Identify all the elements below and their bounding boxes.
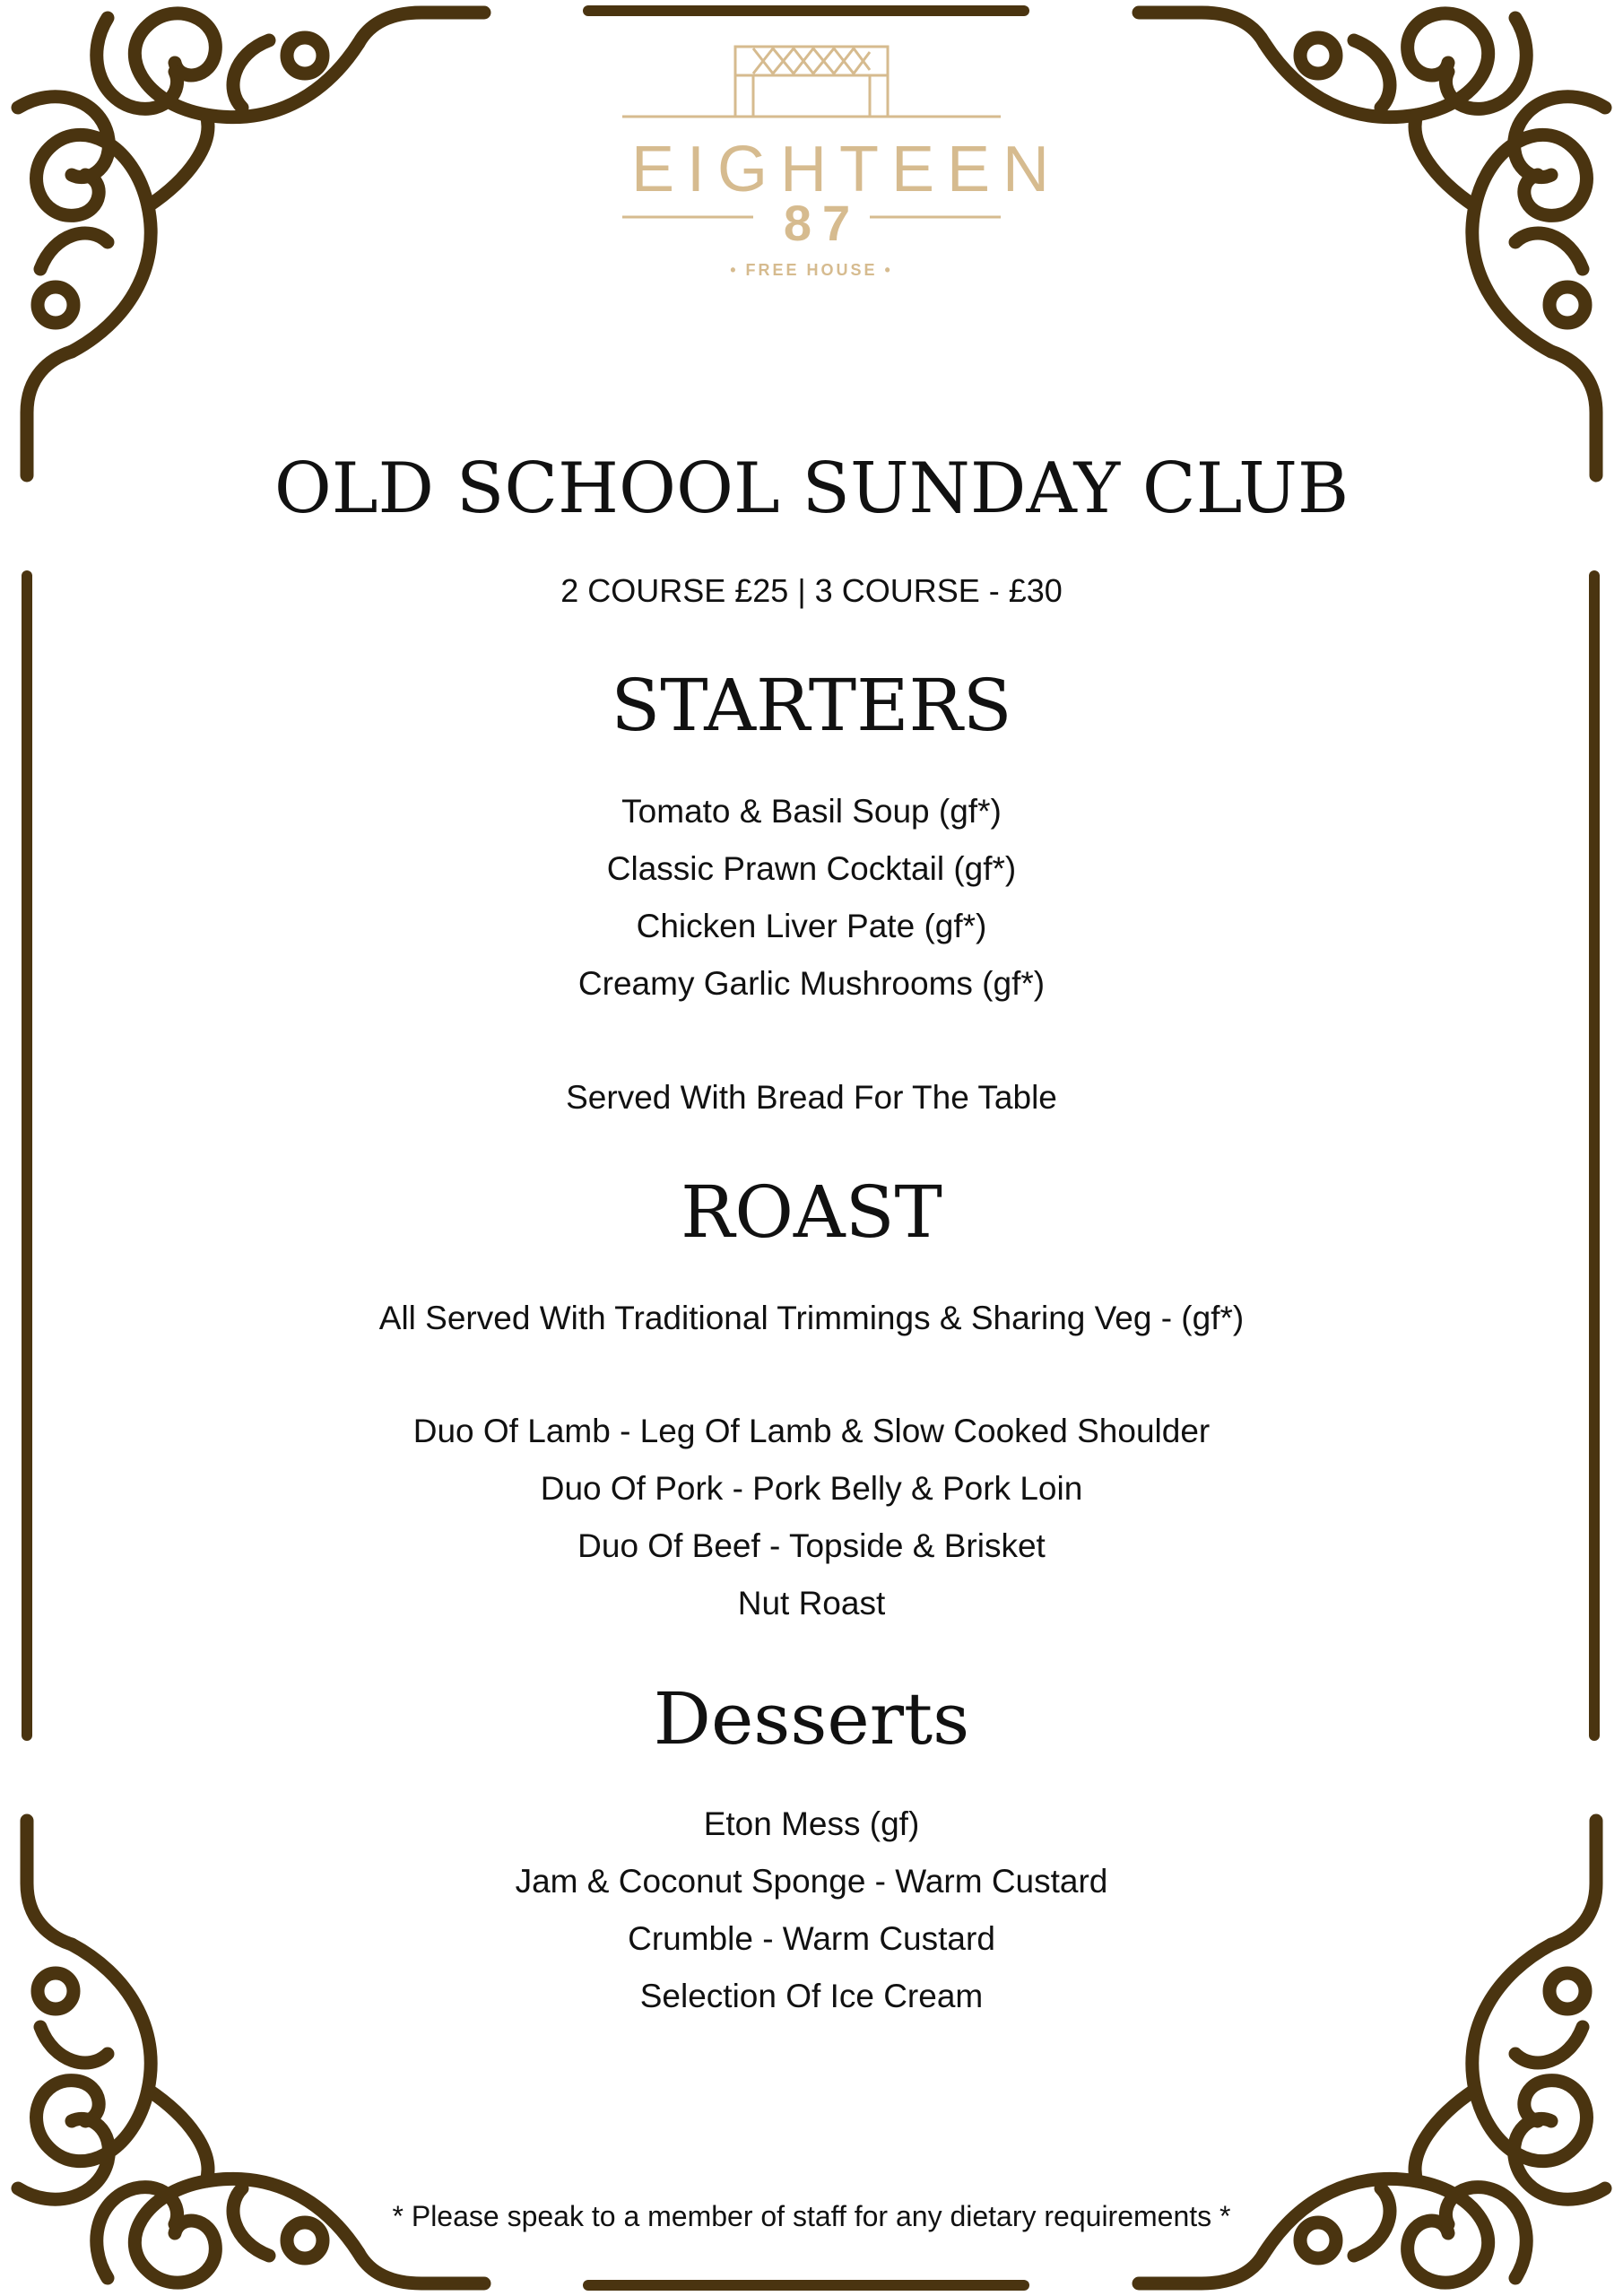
list-item: Chicken Liver Pate (gf*) (636, 908, 987, 944)
list-item: Creamy Garlic Mushrooms (gf*) (577, 965, 1046, 1002)
brand-tagline: • FREE HOUSE • (730, 261, 893, 279)
list-item: Eton Mess (gf) (703, 1805, 920, 1842)
list-item: Classic Prawn Cocktail (gf*) (606, 850, 1017, 887)
menu-pricing: 2 COURSE £25 | 3 COURSE - £30 (560, 572, 1063, 609)
brand-name: EIGHTEEN (631, 134, 1063, 205)
list-item: Duo Of Beef - Topside & Brisket (577, 1527, 1046, 1564)
list-item: Crumble - Warm Custard (628, 1920, 995, 1957)
roast-note: All Served With Traditional Trimmings & Sharing Veg - (gf*) (378, 1300, 1245, 1336)
starters-list (0, 783, 1623, 1013)
menu-title: OLD SCHOOL SUNDAY CLUB (273, 448, 1350, 529)
dietary-footer-note: * Please speak to a member of staff for any dietary requirements * (392, 2200, 1231, 2232)
list-item: Selection Of Ice Cream (639, 1978, 984, 2014)
brand-number: 87 (783, 195, 862, 251)
roast-list (0, 1403, 1623, 1632)
list-item: Duo Of Pork - Pork Belly & Pork Loin (540, 1470, 1083, 1507)
starters-heading: STARTERS (611, 664, 1012, 747)
list-item: Jam & Coconut Sponge - Warm Custard (515, 1863, 1108, 1900)
brand-logo (619, 43, 1063, 294)
starters-note: Served With Bread For The Table (566, 1079, 1057, 1116)
roast-heading: ROAST (681, 1170, 942, 1254)
gate-icon (619, 43, 1004, 133)
list-item: Nut Roast (737, 1585, 886, 1622)
list-item: Duo Of Lamb - Leg Of Lamb & Slow Cooked Shoulder (412, 1413, 1211, 1449)
list-item: Tomato & Basil Soup (gf*) (621, 793, 1002, 830)
desserts-heading: Desserts (653, 1677, 970, 1761)
desserts-list (0, 1796, 1623, 2025)
